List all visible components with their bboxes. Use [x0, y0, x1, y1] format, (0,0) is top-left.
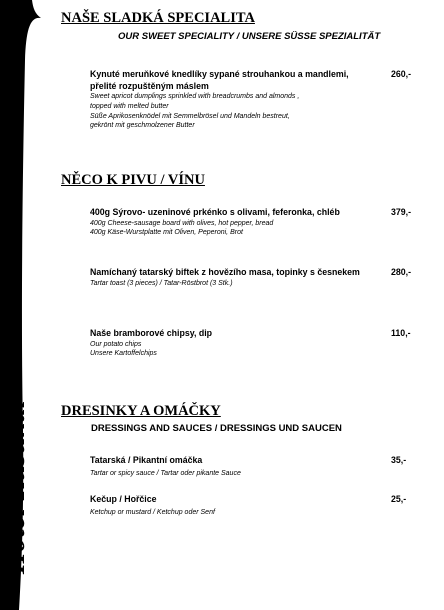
item-price: 25,-	[391, 494, 407, 504]
item-desc-line: 400g Cheese-sausage board with olives, hot pepper, bread	[90, 219, 274, 227]
item-price: 379,-	[391, 207, 412, 217]
item-desc-line: Tartar toast (3 pieces) / Tatar-Röstbrot (3 Stk.)	[90, 279, 233, 287]
item-desc-line: gekrönt mit geschmolzener Butter	[90, 122, 195, 130]
menu-item	[90, 267, 408, 288]
item-desc-line: Our potato chips	[90, 340, 142, 348]
section-title-dressings: DRESINKY A OMÁČKY	[61, 403, 221, 419]
item-name: Namíchaný tatarský biftek z hovězího masa, topinky s česnekem	[90, 267, 360, 277]
item-desc-line: Sweet apricot dumplings sprinkled with breadcrumbs and almonds ,	[90, 93, 300, 100]
menu-item	[90, 207, 408, 238]
menu-item	[90, 69, 408, 131]
menu-item	[90, 494, 408, 517]
item-desc-line: Tartar or spicy sauce / Tartar oder pikante Sauce	[90, 469, 241, 477]
item-name: Tatarská / Pikantní omáčka	[90, 455, 203, 465]
item-name: Kynuté meruňkové knedlíky sypané strouhankou a mandlemi, přelité rozpuštěným máslem	[90, 69, 349, 91]
item-price: 260,-	[391, 69, 412, 79]
section-title-sweet: NAŠE SLADKÁ SPECIALITA	[61, 10, 255, 26]
item-desc-line: topped with melted butter	[90, 102, 169, 110]
menu-item	[90, 328, 408, 359]
item-name: 400g Sýrovo- uzeninové prkénko s olivami, feferonka, chléb	[90, 207, 340, 217]
item-desc-line: Ketchup or mustard / Ketchup oder Senf	[90, 508, 215, 516]
item-price: 280,-	[391, 267, 412, 277]
item-desc-line: Unsere Kartoffelchips	[90, 350, 157, 358]
item-desc-line: Süße Aprikosenknödel mit Semmelbrösel und Mandeln bestreut,	[90, 112, 290, 120]
brand-logo: Hotel Rustikal	[0, 399, 31, 575]
menu-item	[90, 455, 408, 478]
item-price: 110,-	[391, 328, 411, 338]
section-title-beer-wine: NĚCO K PIVU / VÍNU	[61, 172, 205, 188]
section-subtitle-dressings: DRESSINGS AND SAUCES / DRESSINGS UND SAUCEN	[91, 423, 342, 434]
item-desc-line: 400g Käse-Wurstplatte mit Oliven, Peperoni, Brot	[90, 229, 243, 237]
item-name: Kečup / Hořčice	[90, 494, 157, 504]
section-subtitle-sweet: OUR SWEET SPECIALITY / UNSERE SÜSSE SPEZIALITÄT	[118, 31, 381, 42]
item-price: 35,-	[391, 455, 407, 465]
item-name: Naše bramborové chipsy, dip	[90, 328, 213, 338]
